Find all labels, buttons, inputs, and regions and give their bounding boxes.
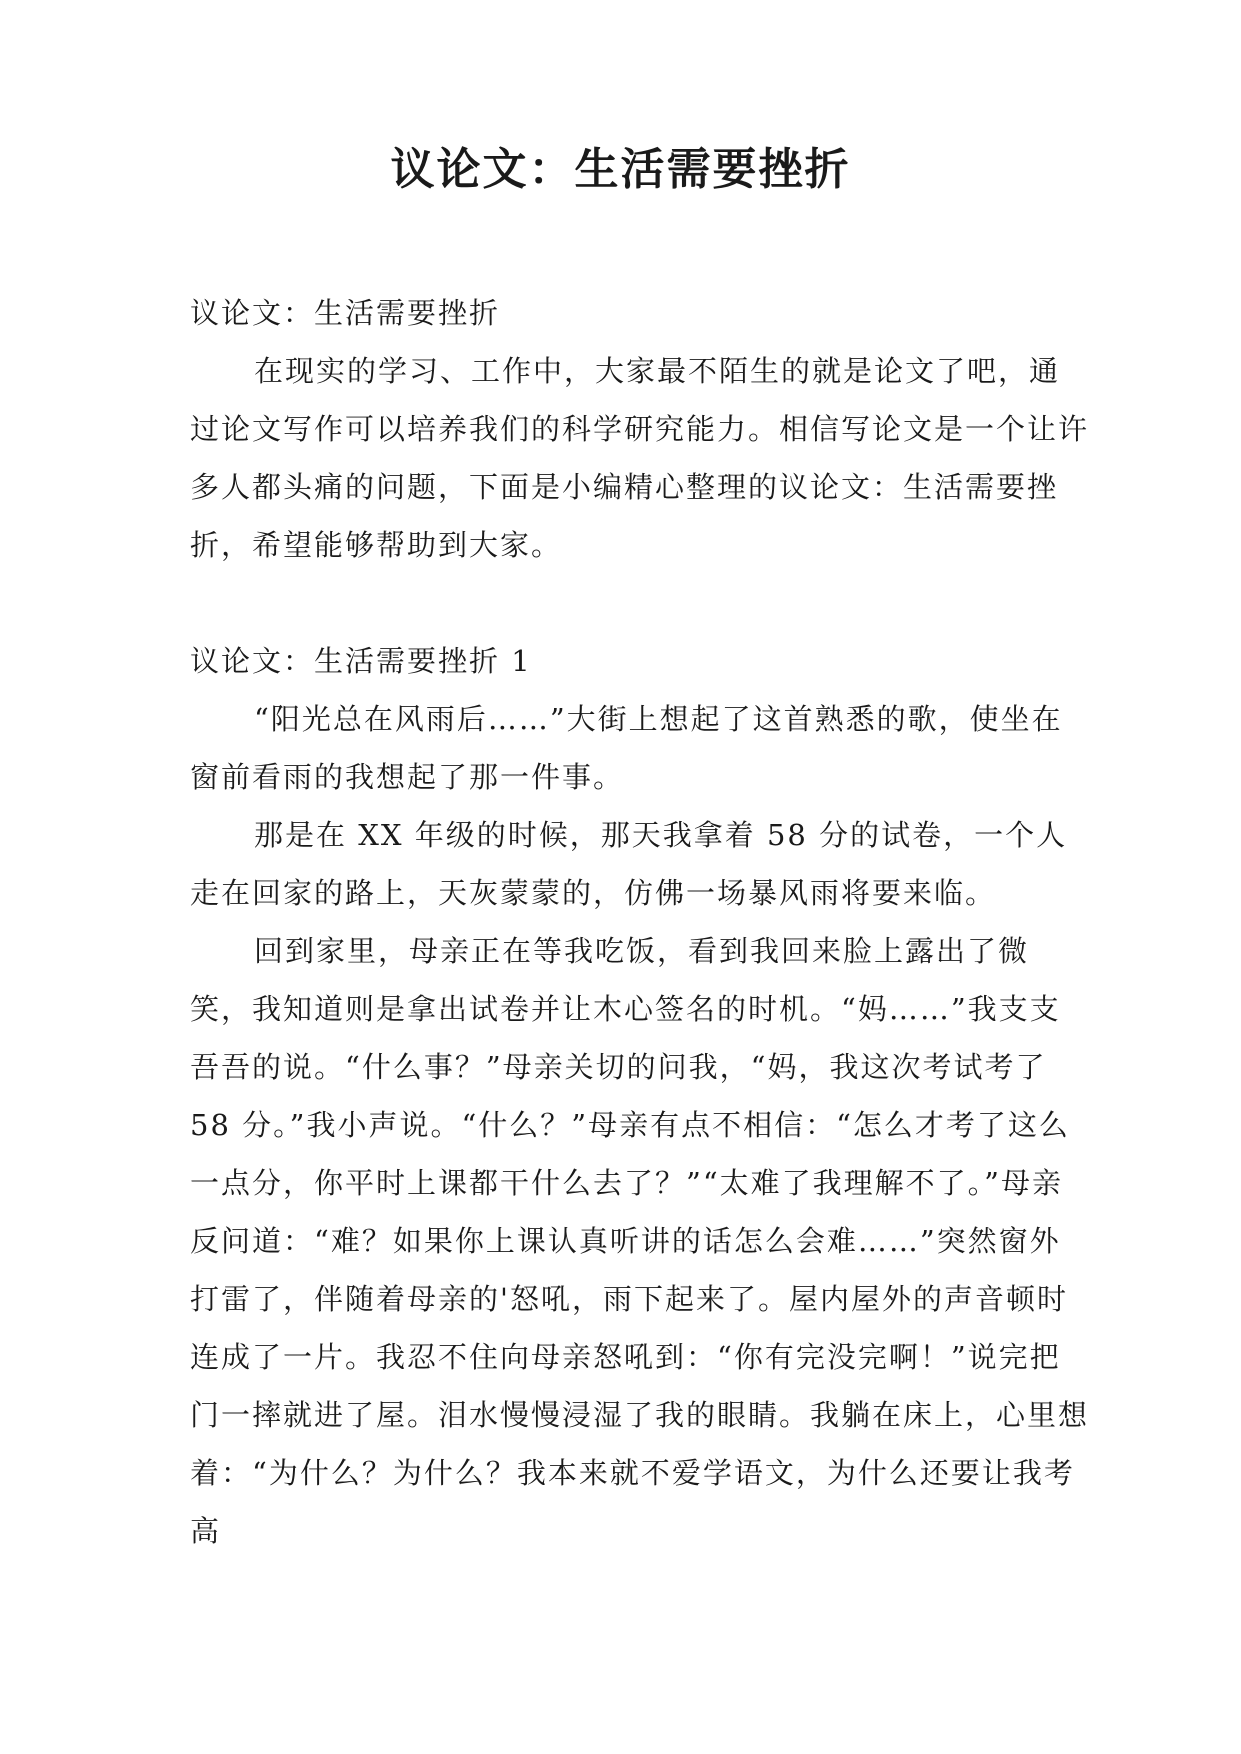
page-title: 议论文：生活需要挫折 [390,144,851,195]
document-body [190,284,1090,1560]
intro-paragraph: 在现实的学习、工作中，大家最不陌生的就是论文了吧，通过论文写作可以培养我们的科学研究能力。相信写论文是一个让许多人都头痛的问题，下面是小编精心整理的议论文：生活需要挫折，希望能够帮助到大家。 [190,354,1090,562]
body-paragraph: 回到家里，母亲正在等我吃饭，看到我回来脸上露出了微笑，我知道则是拿出试卷并让木心签名的时机。“妈……”我支支吾吾的说。“什么事？”母亲关切的问我，“妈，我这次考试考了 58 分。”我小声说。“什么？”母亲有点不相信：“怎么才考了这么一点分，你平时上课都干什么去了？”“太难了我理解不了。”母亲反问道：“难？如果你上课认真听讲的话怎么会难……”突然窗外打雷了，伴随着母亲的'怒吼，雨下起来了。屋内屋外的声音顿时连成了一片。我忍不住向母亲怒吼到：“你有完没完啊！”说完把门一摔就进了屋。泪水慢慢浸湿了我的眼睛。我躺在床上，心里想着：“为什么？为什么？我本来就不爱学语文，为什么还要让我考高 [190,934,1090,1548]
intro-heading: 议论文：生活需要挫折 [190,296,501,330]
body-paragraph: 那是在 XX 年级的时候，那天我拿着 58 分的试卷，一个人走在回家的路上，天灰蒙蒙的，仿佛一场暴风雨将要来临。 [190,818,1068,910]
section-heading: 议论文：生活需要挫折 1 [190,644,532,678]
section-spacer [190,574,1090,632]
body-paragraph: “阳光总在风雨后……”大街上想起了这首熟悉的歌，使坐在窗前看雨的我想起了那一件事。 [190,702,1063,794]
